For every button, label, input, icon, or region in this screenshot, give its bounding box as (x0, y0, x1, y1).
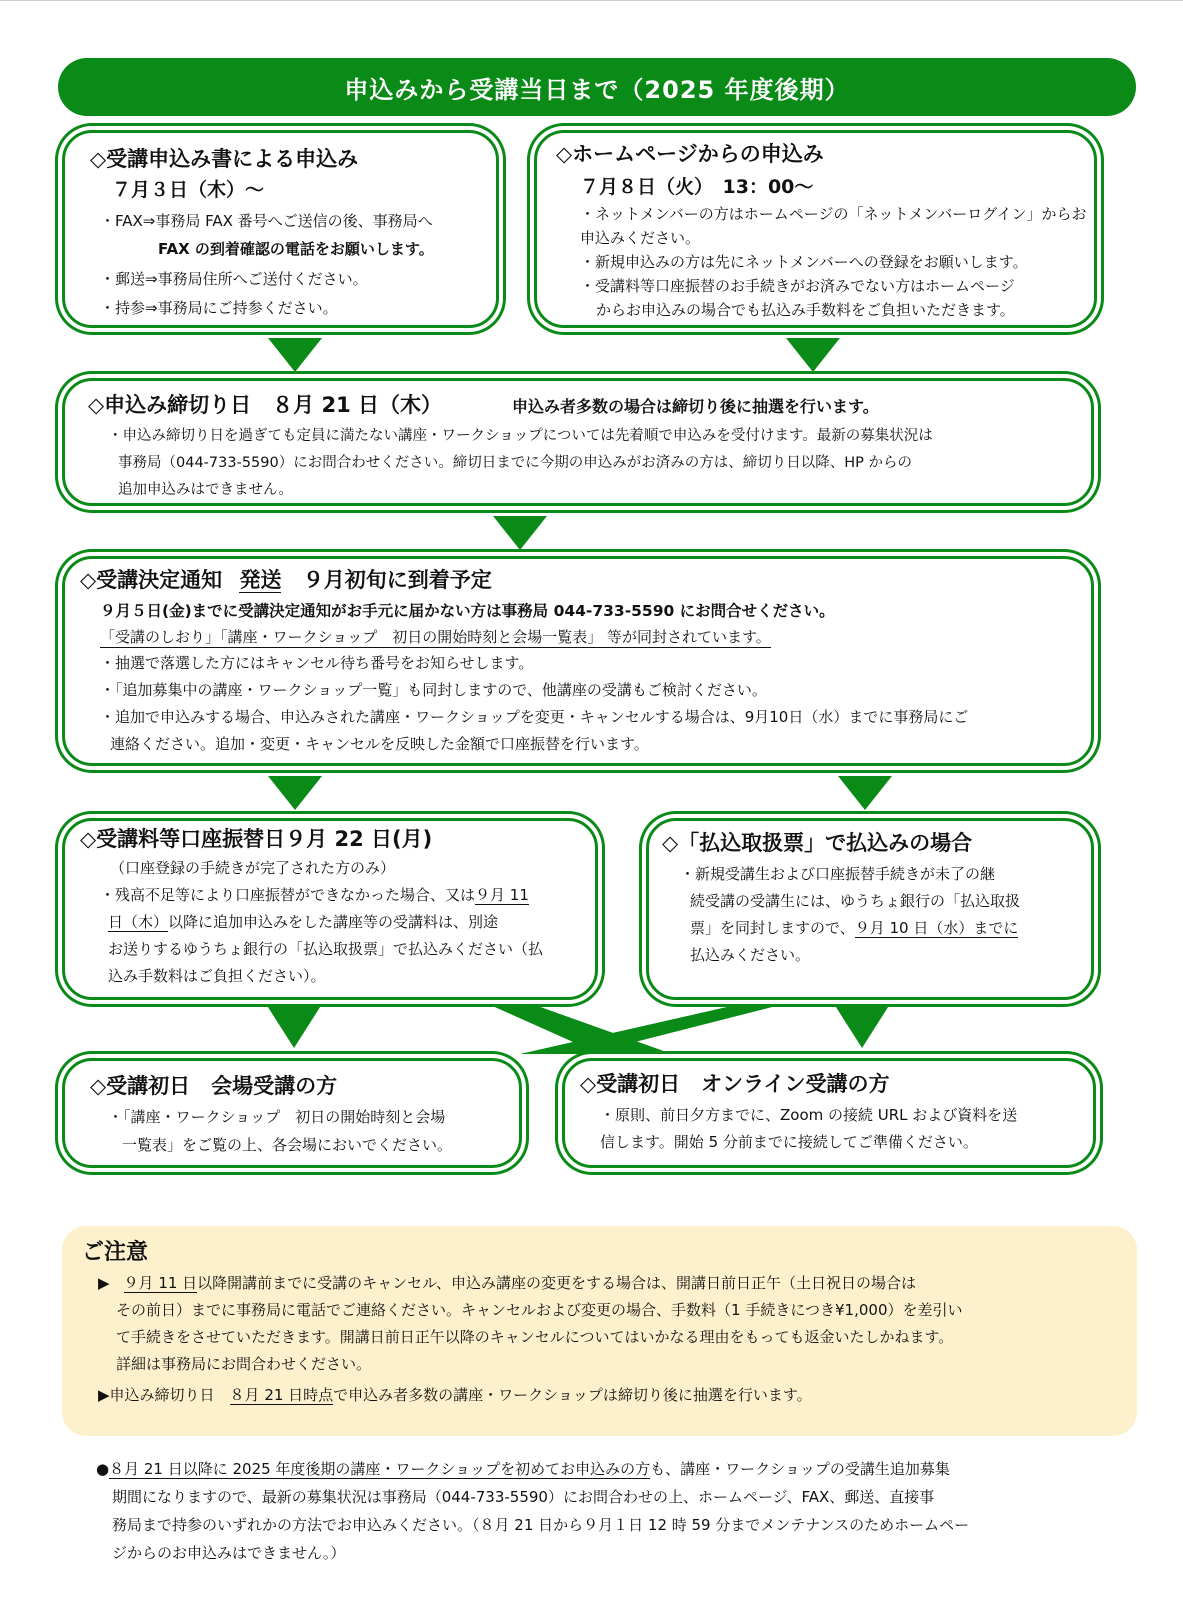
transfer-line-2a: ・残高不足等により口座振替ができなかった場合、又は (100, 886, 476, 904)
decision-notice-line-2: ・抽選で落選した方にはキャンセル待ち番号をお知らせします。 (100, 654, 534, 672)
web-line-4: ・受講料等口座振替のお手続きがお済みでない方はホームページ (580, 277, 1015, 295)
caution-item-2-prefix: ▶申込み締切り日 (98, 1386, 230, 1404)
caution-item-1-line-3: て手続きをさせていただきます。開講日前日正午以降のキャンセルについてはいかなる理由をもっても返金いたしかねます。 (116, 1328, 954, 1346)
transfer-line-1: （口座登録の手続きが完了された方のみ） (110, 859, 396, 877)
transfer-line-2 (100, 884, 529, 905)
web-line-5: からお申込みの場合でも払込み手数料をご負担いただきます。 (596, 301, 1015, 319)
online-attendance-title: ◇受講初日 オンライン受講の方 (580, 1072, 890, 1096)
transfer-line-3b: 以降に追加申込みをした講座等の受講料は、別途 (168, 913, 499, 931)
footer-line-1b: も、講座・ワークショップの受講生追加募集 (650, 1460, 950, 1478)
paper-line-2: FAX の到着確認の電話をお願いします。 (158, 240, 434, 258)
flow-arrow-icon (268, 776, 322, 810)
flow-arrow-icon (834, 1004, 890, 1048)
converging-arrows (0, 1004, 1183, 1064)
venue-line-1: ・「講座・ワークショップ 初日の開始時刻と会場 (108, 1108, 446, 1126)
slip-line-1: ・新規受講生および口座振替手続きが未了の継 (680, 865, 996, 883)
deadline-line-3: 追加申込みはできません。 (118, 482, 293, 498)
flow-arrow-icon (268, 338, 322, 372)
footer-line-1a: ８月 21 日以降に 2025 年度後期の講座・ワークショップを初めてお申込みの方 (109, 1460, 651, 1478)
decision-notice-title (80, 564, 492, 594)
web-line-1: ・ネットメンバーの方はホームページの「ネットメンバーログイン」からお (580, 205, 1087, 223)
footer-line-3: 務局まで持参のいずれかの方法でお申込みください。（８月 21 日から９月１日 12 時 59 分までメンテナンスのためホームペー (112, 1516, 970, 1534)
caution-item-2 (98, 1384, 812, 1405)
caution-item-1-line-1 (98, 1272, 916, 1293)
slip-line-3b: ９月 10 日（水）までに (854, 919, 1019, 937)
deadline-title: ◇申込み締切り日 ８月 21 日（木） (88, 393, 442, 417)
caution-bullet-icon: ▶ (98, 1274, 110, 1292)
transfer-line-4: お送りするゆうちょ銀行の「払込取扱票」で払込みください（払 (108, 940, 544, 958)
web-line-3: ・新規申込みの方は先にネットメンバーへの登録をお願いします。 (580, 253, 1028, 271)
account-transfer-title: ◇受講料等口座振替日９月 22 日(月) (80, 827, 433, 851)
footer-line-2: 期間になりますので、最新の募集状況は事務局（044-733-5590）にお問合わせの上、ホームページ、FAX、郵送、直接事 (112, 1488, 935, 1506)
decision-notice-line-1: 「受講のしおり」「講座・ワークショップ 初日の開始時刻と会場一覧表」 等が同封されています。 (100, 628, 771, 646)
web-line-2: 申込みください。 (580, 229, 701, 247)
online-line-1: ・原則、前日夕方までに、Zoom の接続 URL および資料を送 (600, 1106, 1018, 1124)
deadline-line-2: 事務局（044-733-5590）にお問合わせください。締切日までに今期の申込みがお済みの方は、締切り日以降、HP からの (118, 455, 912, 471)
decision-notice-title-highlight: 発送 (239, 568, 282, 592)
caution-title: ご注意 (82, 1240, 149, 1265)
deadline-note: 申込み者多数の場合は締切り後に抽選を行います。 (512, 397, 879, 416)
venue-line-2: 一覧表」をご覧の上、各会場においでください。 (122, 1136, 453, 1154)
deadline-line-1: ・申込み締切り日を過ぎても定員に満たない講座・ワークショップについては先着順で申込みを受付けます。最新の募集状況は (108, 428, 933, 444)
venue-attendance-title: ◇受講初日 会場受講の方 (90, 1074, 338, 1098)
paper-line-3: ・郵送⇒事務局住所へご送付ください。 (100, 270, 368, 288)
top-rule (0, 0, 1183, 1)
page-title: 申込みから受講当日まで（2025 年度後期） (58, 58, 1136, 116)
slip-line-3a: 票」を同封しますので、 (690, 919, 855, 937)
flow-arrow-icon (266, 1004, 322, 1048)
decision-notice-line-3: ・「追加募集中の講座・ワークショップ一覧」も同封しますので、他講座の受講もご検討ください。 (100, 681, 767, 699)
flow-arrow-icon (786, 338, 840, 372)
paper-line-4: ・持参⇒事務局にご持参ください。 (100, 299, 338, 317)
flow-arrow-icon (838, 776, 892, 810)
caution-item-1-line-4: 詳細は事務局にお問合わせください。 (116, 1355, 372, 1373)
caution-item-1-date: ９月 11 日 (123, 1274, 198, 1292)
flow-arrow-icon (493, 516, 547, 550)
decision-notice-title-rest: ９月初旬に到着予定 (302, 568, 492, 592)
paper-application-date: ７月３日（木）～ (112, 179, 265, 201)
slip-line-3 (690, 917, 1018, 938)
decision-notice-line-5: 連絡ください。追加・変更・キャンセルを反映した金額で口座振替を行います。 (110, 735, 649, 753)
caution-item-2-date: ８月 21 日時点 (229, 1386, 334, 1404)
online-line-2: 信します。開始 5 分前までに接続してご準備ください。 (600, 1133, 978, 1151)
transfer-line-3 (108, 911, 498, 932)
transfer-line-3a: 日（木） (108, 913, 169, 931)
decision-notice-line-4: ・追加で申込みする場合、申込みされた講座・ワークショップを変更・キャンセルする場合は、9月10日（水）までに事務局にご (100, 708, 969, 726)
decision-notice-title-main: ◇受講決定通知 (80, 568, 223, 592)
slip-line-4: 払込みください。 (690, 946, 811, 964)
paper-line-1: ・FAX⇒事務局 FAX 番号へご送信の後、事務局へ (100, 212, 433, 230)
slip-line-2: 続受講の受講生には、ゆうちょ銀行の「払込取扱 (690, 892, 1021, 910)
caution-item-2-text: で申込み者多数の講座・ワークショップは締切り後に抽選を行います。 (333, 1386, 812, 1404)
footer-bullet-icon: ● (96, 1460, 110, 1478)
paper-application-title: ◇受講申込み書による申込み (90, 147, 359, 171)
transfer-line-5: 込み手数料はご負担ください）。 (108, 967, 326, 985)
footer-line-1 (96, 1458, 950, 1479)
web-application-date: ７月８日（火） 13：00～ (580, 176, 814, 198)
decision-notice-bold-line: ９月５日(金)までに受講決定通知がお手元に届かない方は事務局 044-733-5590 にお問合せください。 (100, 602, 835, 620)
payment-slip-title: ◇「払込取扱票」で払込みの場合 (662, 831, 973, 855)
footer-line-4: ジからのお申込みはできません。） (112, 1544, 346, 1562)
transfer-line-2b: ９月 11 (475, 886, 529, 904)
web-application-title: ◇ホームページからの申込み (556, 142, 824, 166)
caution-item-1-line-2: その前日）までに事務局に電話でご連絡ください。キャンセルおよび変更の場合、手数料（1 手続きにつき¥1,000）を差引い (116, 1301, 963, 1319)
caution-item-1-text: 以降開講前までに受講のキャンセル、申込み講座の変更をする場合は、開講日前日正午（土日祝日の場合は (197, 1274, 916, 1292)
